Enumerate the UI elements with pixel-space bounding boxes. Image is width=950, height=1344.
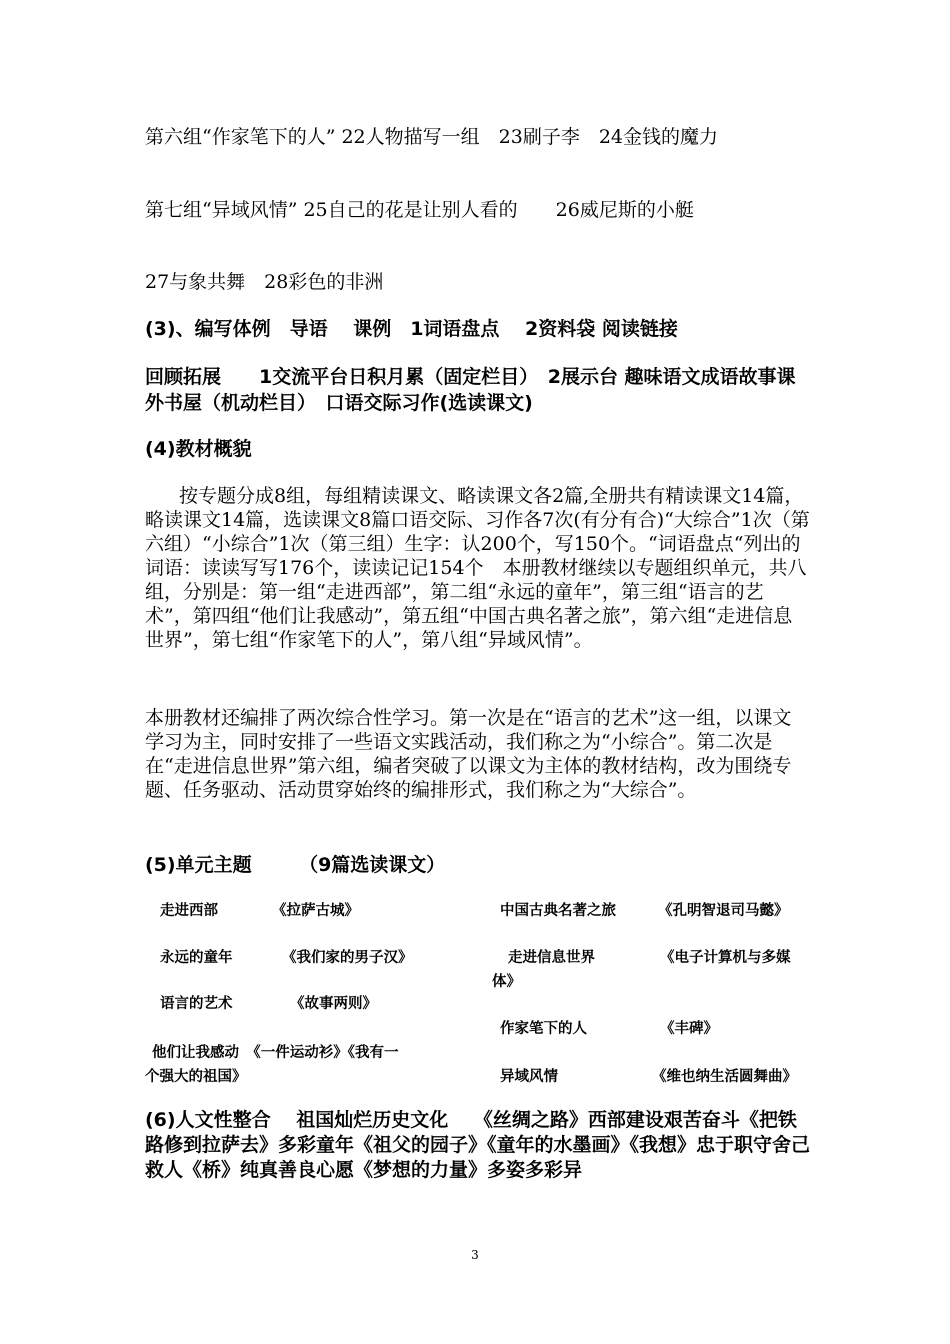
- section5-title: (5)单元主题 （9篇选读课文）: [145, 854, 446, 876]
- page-number: 3: [471, 1248, 479, 1262]
- section4-paragraph2: 本册教材还编排了两次综合性学习。第一次是在“语言的艺术”这一组，以课文学习为主，同时安排了一些语文实践活动，我们称之为“小综合”。第二次是在“走进信息世界”第六组，编者突破了以课文为主体的教材结构，改为围绕专题、任务驱动、活动贯穿始终的编排形式，我们称之为“大综合”。: [145, 707, 792, 801]
- section3-detail: 回顾拓展 1交流平台日积月累（固定栏目） 2展示台 趣味语文成语故事课外书屋（机动栏目） 口语交际习作(选读课文): [145, 366, 796, 414]
- section6-paragraph: (6)人文性整合 祖国灿烂历史文化 《丝绸之路》西部建设艰苦奋斗《把铁路修到拉萨去》多彩童年《祖父的园子》《童年的水墨画》《我想》忠于职守舍己救人《桥》纯真善良心愿《梦想的力量》多姿多彩异: [145, 1109, 811, 1181]
- section3-title: (3)、编写体例 导语 课例 1词语盘点 2资料袋 阅读链接: [145, 318, 678, 340]
- theme-2: 永远的童年: [160, 950, 233, 966]
- group6-line: 第六组“作家笔下的人” 22人物描写一组 23刷子李 24金钱的魔力: [145, 126, 718, 148]
- theme-8-works: 《维也纳生活圆舞曲》: [652, 1069, 797, 1085]
- theme-7-works: 《丰碑》: [660, 1021, 718, 1037]
- theme-4-line1: 他们让我感动 《一件运动衫》《我有一: [152, 1045, 399, 1061]
- group7-line-cont: 27与象共舞 28彩色的非洲: [145, 271, 384, 293]
- theme-6: 走进信息世界: [508, 950, 595, 966]
- theme-5: 中国古典名著之旅: [500, 903, 616, 919]
- theme-2-works: 《我们家的男子汉》: [282, 950, 413, 966]
- theme-4-line2: 个强大的祖国》: [145, 1069, 247, 1085]
- theme-3: 语言的艺术: [160, 996, 233, 1012]
- theme-1: 走进西部: [160, 903, 218, 919]
- theme-5-works: 《孔明智退司马懿》: [658, 903, 789, 919]
- theme-6-works-cont: 体》: [492, 974, 521, 990]
- theme-7: 作家笔下的人: [500, 1021, 587, 1037]
- theme-6-works: 《电子计算机与多媒: [660, 950, 791, 966]
- theme-8: 异域风情: [500, 1069, 558, 1085]
- section4-paragraph1: 按专题分成8组，每组精读课文、略读课文各2篇,全册共有精读课文14篇，略读课文14篇，选读课文8篇口语交际、习作各7次(有分有合)“大综合”1次（第六组）“小综合”1次（第三组）生字：认200个，写150个。“词语盘点“列出的词语：读读写写176个，读读记记154个 本册教材继续以专题组织单元，共八组，分别是：第一组“走进西部”，第二组“永远的童年”，第三组“语言的艺术”，第四组“他们让我感动”，第五组“中国古典名著之旅”，第六组“走进信息世界”，第七组“作家笔下的人”，第八组“异域风情”。: [145, 485, 810, 651]
- section4-title: (4)教材概貌: [145, 438, 252, 460]
- group7-line: 第七组“异域风情” 25自己的花是让别人看的 26威尼斯的小艇: [145, 199, 694, 221]
- theme-1-works: 《拉萨古城》: [272, 903, 359, 919]
- theme-3-works: 《故事两则》: [290, 996, 377, 1012]
